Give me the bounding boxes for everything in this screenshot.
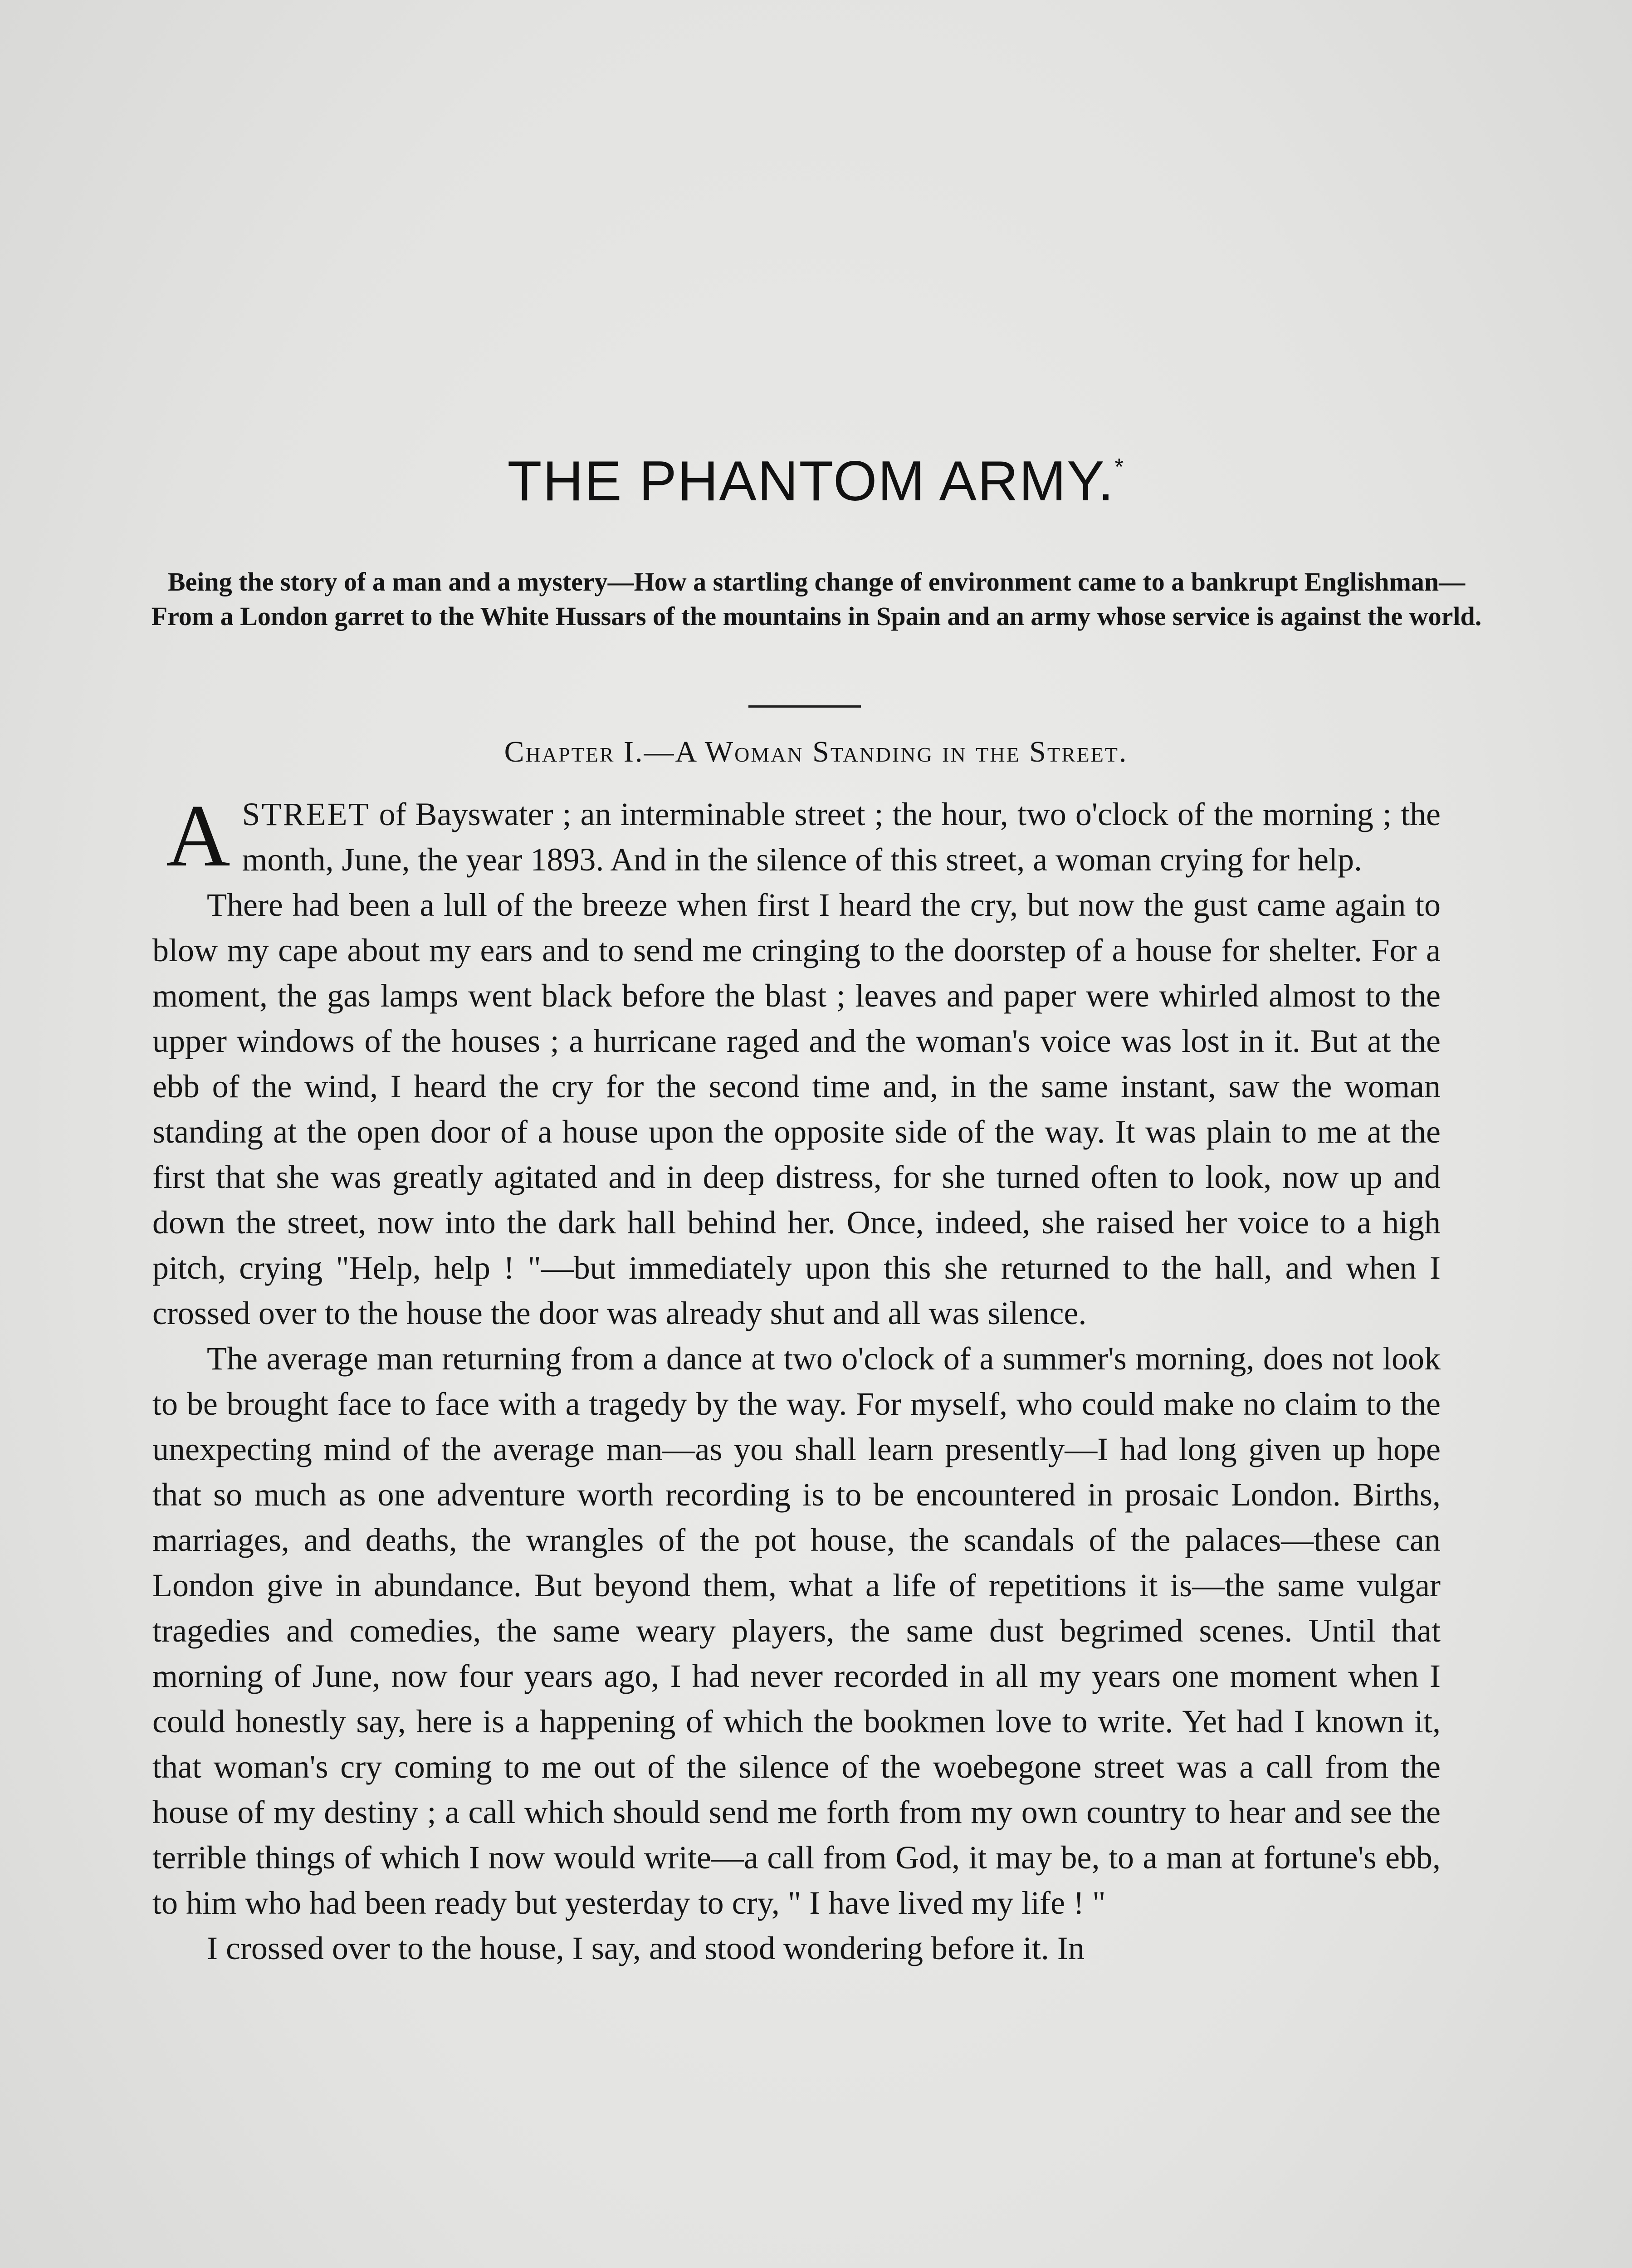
paragraph-1 [152, 787, 1441, 885]
title-footnote-mark: * [1114, 454, 1125, 480]
lead-word: STREET [242, 796, 370, 832]
paragraph-4: I crossed over to the house, I say, and stood wondering before it. In [207, 1930, 1085, 1966]
article-title [0, 449, 1632, 513]
drop-cap: A [166, 787, 230, 885]
paragraph-1-text: of Bayswater ; an interminable street ; the hour, two o'clock of the morning ; the month, June, the year 1893. And in the silence of this street, a woman crying for help. [242, 796, 1441, 878]
article-subtitle: Being the story of a man and a mystery—How a startling change of environment came to a bankrupt Englishman—From a London garret to the White Hussars of the mountains in Spain and an army whose service is against the world. [151, 567, 1482, 631]
paragraph-2: There had been a lull of the breeze when first I heard the cry, but now the gust came again to blow my cape about my ears and to send me cringing to the doorstep of a house for shelter. For a moment, the gas lamps went black before the blast ; leaves and paper were whirled almost to the upper windows of the houses ; a hurricane raged and the woman's voice was lost in it. But at the ebb of the wind, I heard the cry for the second time and, in the same instant, saw the woman standing at the open door of a house upon the opposite side of the way. It was plain to me at the first that she was greatly agitated and in deep distress, for she turned often to look, now up and down the street, now into the dark hall behind her. Once, indeed, she raised her voice to a high pitch, crying "Help, help ! "—but immediately upon this she returned to the hall, and when I crossed over to the house the door was already shut and all was silence. [152, 887, 1441, 1331]
paragraph-3: The average man returning from a dance at two o'clock of a summer's morning, does not look to be brought face to face with a tragedy by the way. For myself, who could make no claim to the unexpecting mind of the average man—as you shall learn presently—I had long given up hope that so much as one adventure worth recording is to be encountered in prosaic London. Births, marriages, and deaths, the wrangles of the pot house, the scandals of the palaces—these can London give in abundance. But beyond them, what a life of repetitions it is—the same vulgar tragedies and comedies, the same weary players, the same dust begrimed scenes. Until that morning of June, now four years ago, I had never recorded in all my years one moment when I could honestly say, here is a happening of which the bookmen love to write. Yet had I known it, that woman's cry coming to me out of the silence of the woebegone street was a call from the house of my destiny ; a call which should send me forth from my own country to hear and see the terrible things of which I now would write—a call from God, it may be, to a man at fortune's ebb, to him who had been ready but yesterday to cry, " I have lived my life ! " [152, 1340, 1441, 1921]
chapter-heading: Chapter I.—A Woman Standing in the Street. [504, 735, 1128, 768]
title-text: THE PHANTOM ARMY. [507, 450, 1115, 513]
title-divider [748, 705, 861, 708]
article-body [152, 787, 1441, 1971]
